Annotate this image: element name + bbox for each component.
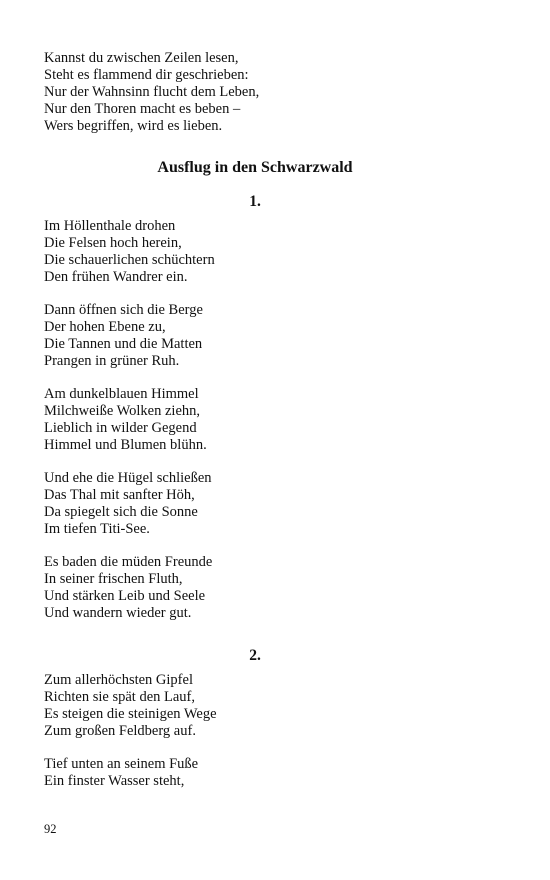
- verse-line: In seiner frischen Fluth,: [44, 571, 183, 587]
- verse-line: Das Thal mit sanfter Höh,: [44, 487, 195, 503]
- verse-line: Himmel und Blumen blühn.: [44, 437, 207, 453]
- verse-line: Im tiefen Titi-See.: [44, 521, 150, 537]
- verse-line: Den frühen Wandrer ein.: [44, 269, 188, 285]
- intro-line: Nur den Thoren macht es beben –: [44, 101, 241, 117]
- page-number: 92: [44, 822, 57, 836]
- verse-line: Es baden die müden Freunde: [44, 554, 213, 570]
- section-number: 2.: [249, 647, 261, 664]
- verse-line: Dann öffnen sich die Berge: [44, 302, 203, 318]
- verse-line: Ein finster Wasser steht,: [44, 773, 185, 789]
- verse-line: Richten sie spät den Lauf,: [44, 689, 195, 705]
- verse-line: Es steigen die steinigen Wege: [44, 706, 217, 722]
- poem-title: Ausflug in den Schwarzwald: [157, 159, 353, 176]
- verse-line: Da spiegelt sich die Sonne: [44, 504, 198, 520]
- intro-line: Steht es flammend dir geschrieben:: [44, 67, 249, 83]
- verse-line: Und ehe die Hügel schließen: [44, 470, 212, 486]
- verse-line: Tief unten an seinem Fuße: [44, 756, 199, 772]
- verse-line: Zum großen Feldberg auf.: [44, 723, 196, 739]
- intro-line: Kannst du zwischen Zeilen lesen,: [44, 50, 239, 66]
- verse-line: Prangen in grüner Ruh.: [44, 353, 180, 369]
- verse-line: Die schauerlichen schüchtern: [44, 252, 215, 268]
- verse-line: Der hohen Ebene zu,: [44, 319, 166, 335]
- verse-line: Und wandern wieder gut.: [44, 605, 192, 621]
- verse-line: Zum allerhöchsten Gipfel: [44, 672, 193, 688]
- section-number: 1.: [249, 193, 261, 210]
- verse-line: Die Felsen hoch herein,: [44, 235, 182, 251]
- verse-line: Im Höllenthale drohen: [44, 218, 176, 234]
- verse-line: Milchweiße Wolken ziehn,: [44, 403, 201, 419]
- verse-line: Die Tannen und die Matten: [44, 336, 203, 352]
- verse-line: Lieblich in wilder Gegend: [44, 420, 197, 436]
- verse-line: Am dunkelblauen Himmel: [44, 386, 199, 402]
- intro-line: Nur der Wahnsinn flucht dem Leben,: [44, 84, 260, 100]
- verse-line: Und stärken Leib und Seele: [44, 588, 206, 604]
- intro-line: Wers begriffen, wird es lieben.: [44, 118, 223, 134]
